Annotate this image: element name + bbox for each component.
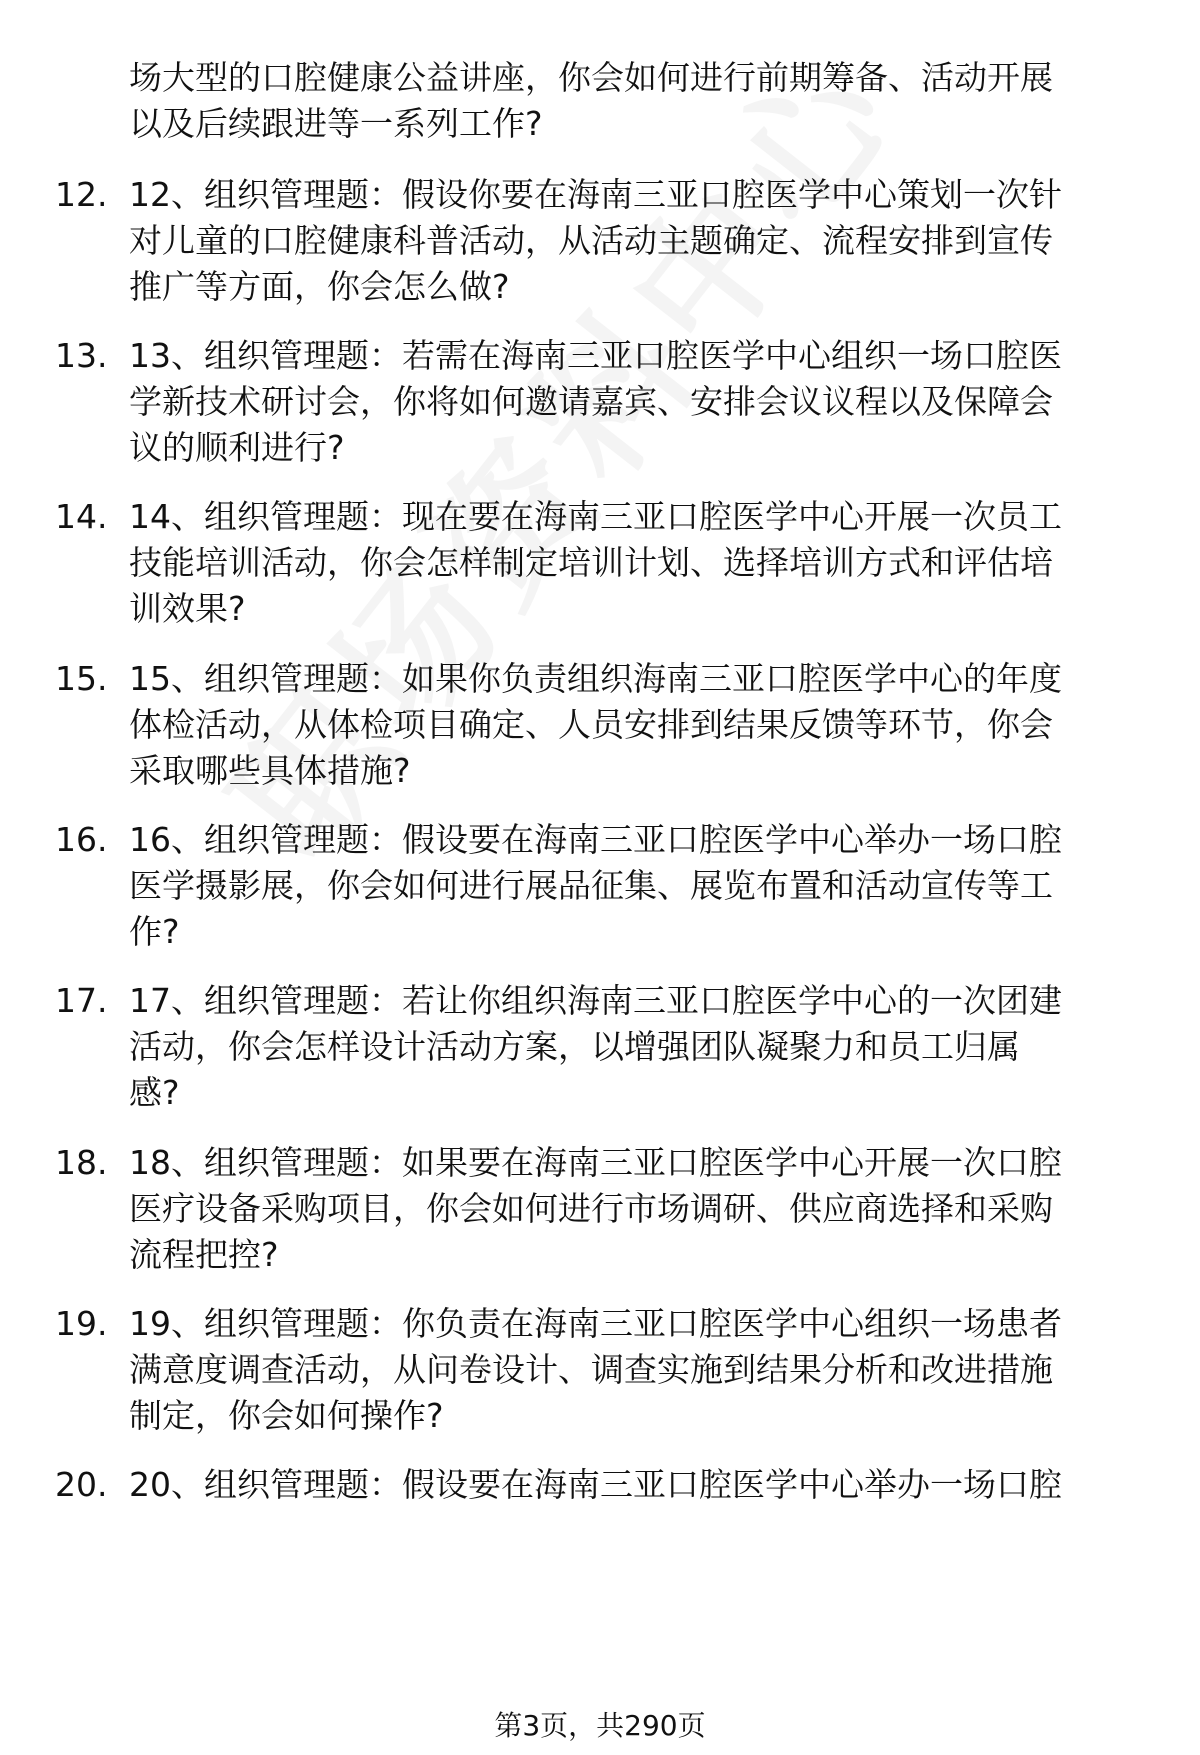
text-line: 技能培训活动，你会怎样制定培训计划、选择培训方式和评估培 xyxy=(129,543,1053,582)
text-line: 训效果? xyxy=(129,589,246,628)
list-item-number: 19. xyxy=(55,1304,108,1343)
text-line: 13、组织管理题：若需在海南三亚口腔医学中心组织一场口腔医 xyxy=(129,336,1062,375)
text-line: 感? xyxy=(129,1073,180,1112)
text-line: 推广等方面，你会怎么做? xyxy=(129,267,510,306)
list-item-number: 17. xyxy=(55,981,108,1020)
text-line: 20、组织管理题：假设要在海南三亚口腔医学中心举办一场口腔 xyxy=(129,1465,1062,1504)
list-item-number: 18. xyxy=(55,1143,108,1182)
list-item-number: 15. xyxy=(55,659,108,698)
list-item-number: 16. xyxy=(55,820,108,859)
list-item-number: 14. xyxy=(55,497,108,536)
text-line: 对儿童的口腔健康科普活动，从活动主题确定、流程安排到宣传 xyxy=(129,221,1053,260)
text-line: 满意度调查活动，从问卷设计、调查实施到结果分析和改进措施 xyxy=(129,1350,1053,1389)
list-item-text xyxy=(129,494,1149,632)
text-line: 采取哪些具体措施? xyxy=(129,751,411,790)
text-line: 16、组织管理题：假设要在海南三亚口腔医学中心举办一场口腔 xyxy=(129,820,1062,859)
list-item-text xyxy=(129,1462,1149,1508)
text-line: 医学摄影展，你会如何进行展品征集、展览布置和活动宣传等工 xyxy=(129,866,1053,905)
continuation-text xyxy=(129,55,1149,147)
text-line: 17、组织管理题：若让你组织海南三亚口腔医学中心的一次团建 xyxy=(129,981,1062,1020)
list-item-number: 12. xyxy=(55,175,108,214)
list-item-text xyxy=(129,817,1149,955)
text-line: 以及后续跟进等一系列工作? xyxy=(129,104,543,143)
text-line: 19、组织管理题：你负责在海南三亚口腔医学中心组织一场患者 xyxy=(129,1304,1062,1343)
text-line: 制定，你会如何操作? xyxy=(129,1396,444,1435)
list-item-text xyxy=(129,978,1149,1116)
text-line: 医疗设备采购项目，你会如何进行市场调研、供应商选择和采购 xyxy=(129,1189,1053,1228)
text-line: 学新技术研讨会，你将如何邀请嘉宾、安排会议议程以及保障会 xyxy=(129,382,1053,421)
text-line: 12、组织管理题：假设你要在海南三亚口腔医学中心策划一次针 xyxy=(129,175,1062,214)
list-item-text xyxy=(129,172,1149,310)
list-item-text xyxy=(129,1140,1149,1278)
list-item-number: 13. xyxy=(55,336,108,375)
text-line: 体检活动，从体检项目确定、人员安排到结果反馈等环节，你会 xyxy=(129,705,1053,744)
text-line: 18、组织管理题：如果要在海南三亚口腔医学中心开展一次口腔 xyxy=(129,1143,1062,1182)
text-line: 作? xyxy=(129,912,180,951)
text-line: 议的顺利进行? xyxy=(129,428,345,467)
text-line: 流程把控? xyxy=(129,1235,279,1274)
list-item-text xyxy=(129,656,1149,794)
list-item-number: 20. xyxy=(55,1465,108,1504)
list-item-text xyxy=(129,1301,1149,1439)
text-line: 14、组织管理题：现在要在海南三亚口腔医学中心开展一次员工 xyxy=(129,497,1062,536)
page-footer: 第3页，共290页 xyxy=(494,1709,706,1742)
text-line: 15、组织管理题：如果你负责组织海南三亚口腔医学中心的年度 xyxy=(129,659,1062,698)
list-item-text xyxy=(129,333,1149,471)
text-line: 活动，你会怎样设计活动方案，以增强团队凝聚力和员工归属 xyxy=(129,1027,1020,1066)
text-line: 场大型的口腔健康公益讲座，你会如何进行前期筹备、活动开展 xyxy=(129,58,1053,97)
